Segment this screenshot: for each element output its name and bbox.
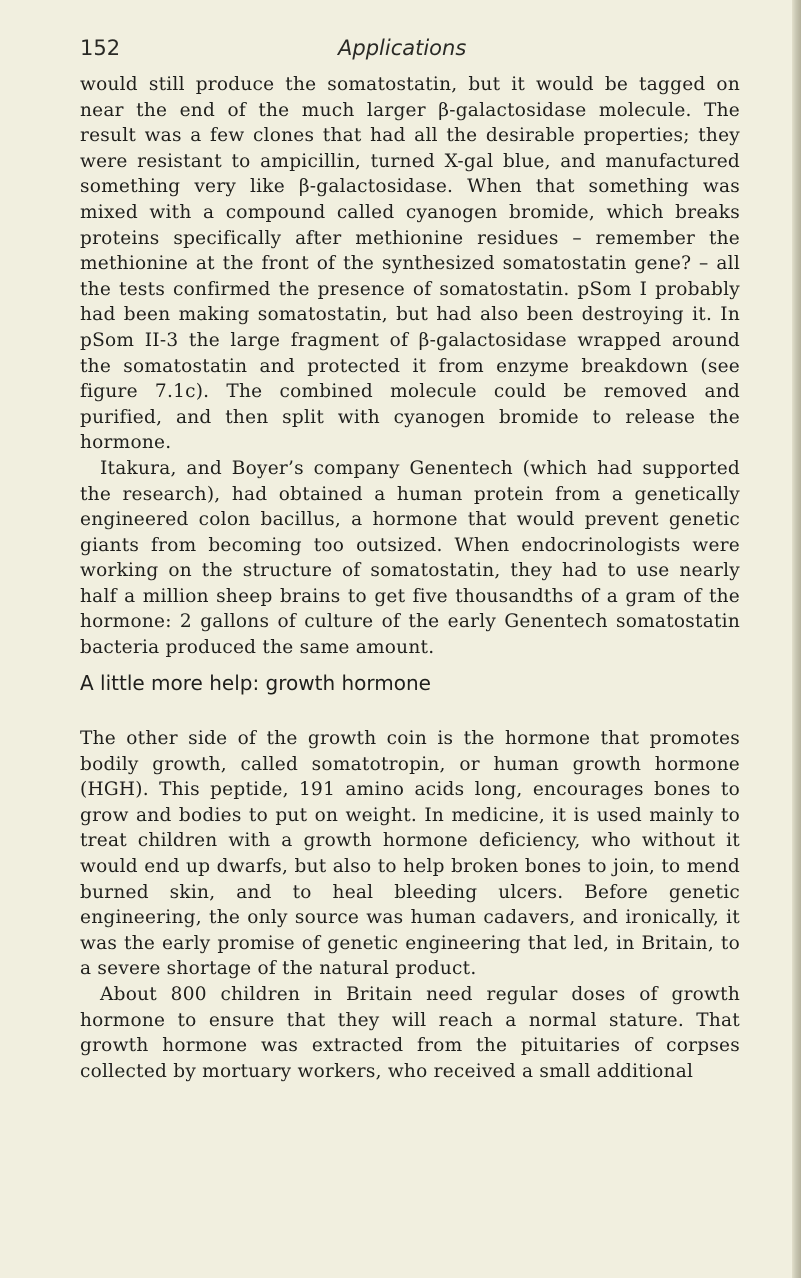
page-number: 152: [80, 36, 121, 60]
body-text-bottom: [80, 726, 740, 1084]
running-title: Applications: [338, 36, 467, 60]
body-text-top: [80, 72, 740, 661]
paragraph: About 800 children in Britain need regular doses of growth hormone to ensure that they will reach a normal stature. That growth hormone was extracted from the pituitaries of corpses collected by mortuary workers, who received a small additional: [80, 983, 740, 1082]
paragraph: Itakura, and Boyer’s company Genentech (which had supported the research), had obtained a human protein from a genetically engineered colon bacillus, a hormone that would prevent genetic giants from becoming too outsized. When endocrinologists were working on the structure of somatostatin, they had to use nearly half a million sheep brains to get five thousandths of a gram of the hormone: 2 gallons of culture of the early Genentech somatostatin bacteria produced the same amount.: [80, 457, 740, 659]
paragraph: The other side of the growth coin is the hormone that promotes bodily growth, called somatotropin, or human growth hormone (HGH). This peptide, 191 amino acids long, encourages bones to grow and bodies to put on weight. In medicine, it is used mainly to treat children with a growth hormone deficiency, who without it would end up dwarfs, but also to help broken bones to join, to mend burned skin, and to heal bleeding ulcers. Before genetic engineering, the only source was human cadavers, and ironically, it was the early promise of genetic engineering that led, in Britain, to a severe shortage of the natural product.: [80, 728, 740, 980]
page-header: [80, 32, 740, 68]
page-edge-shadow: [792, 0, 801, 1278]
paragraph: would still produce the somatostatin, but it would be tagged on near the end of the much larger β-galactosidase molecule. The result was a few clones that had all the desirable properties; they were resistant to ampicillin, turned X-gal blue, and manufactured something very like β-galactosidase. When that something was mixed with a compound called cyanogen bromide, which breaks proteins specifically after methionine residues – remember the methionine at the front of the synthesized somatostatin gene? – all the tests confirmed the presence of somatostatin. pSom I probably had been making somatostatin, but had also been destroying it. In pSom II-3 the large fragment of β-galactosidase wrapped around the somatostatin and protected it from enzyme breakdown (see figure 7.1c). The combined molecule could be removed and purified, and then split with cyanogen bromide to release the hormone.: [80, 74, 740, 454]
section-heading: A little more help: growth hormone: [80, 671, 431, 695]
